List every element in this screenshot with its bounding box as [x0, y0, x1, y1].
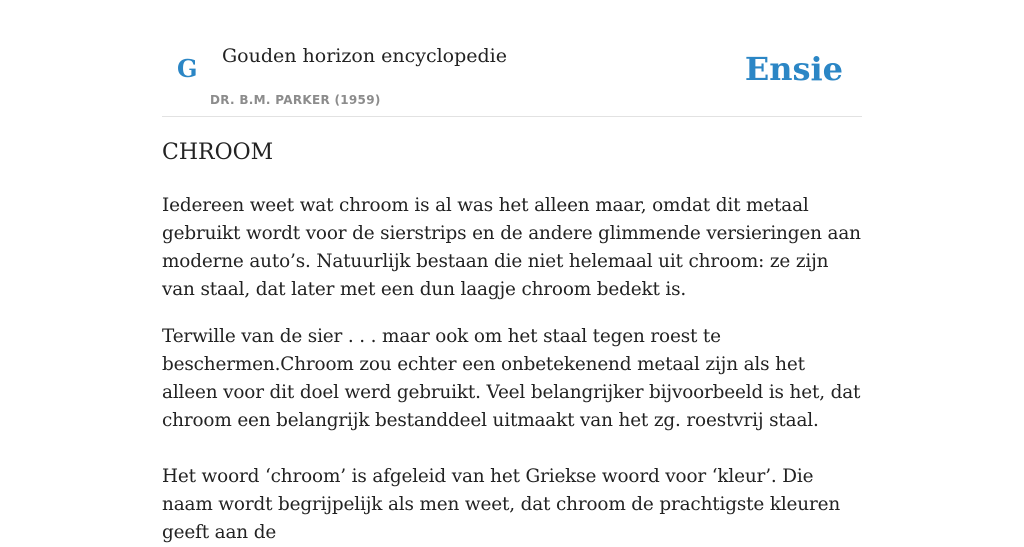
paragraph: Iedereen weet wat chroom is al was het alleen maar, omdat dit metaal gebruikt wordt voor de sierstrips en de andere glimmende versieringen aan moderne auto’s. Natuurlijk bestaan die niet helemaal uit chroom: ze zijn van staal, dat later met een dun laagje chroom bedekt is.: [162, 195, 861, 300]
ensie-logo[interactable]: Ensie: [744, 50, 843, 88]
paragraph: Het woord ‘chroom’ is afgeleid van het Griekse woord voor ‘kleur’. Die naam wordt begrijpelijk als men weet, dat chroom de prachtigste kleuren geeft aan de: [162, 466, 841, 543]
book-author: DR. B.M. PARKER (1959): [210, 93, 381, 107]
book-title[interactable]: Gouden horizon encyclopedie: [222, 45, 507, 67]
header: [162, 0, 862, 117]
entry-content: [162, 192, 862, 547]
entry-title: CHROOM: [162, 140, 274, 165]
paragraph: Terwille van de sier . . . maar ook om het staal tegen roest te beschermen.Chroom zou echter een onbetekenend metaal zijn als het alleen voor dit doel werd gebruikt. Veel belangrijker bijvoorbeeld is het, dat chroom een belangrijk bestanddeel uitmaakt van het zg. roestvrij staal.: [162, 326, 861, 431]
encyclopedia-logo[interactable]: G: [177, 54, 198, 83]
